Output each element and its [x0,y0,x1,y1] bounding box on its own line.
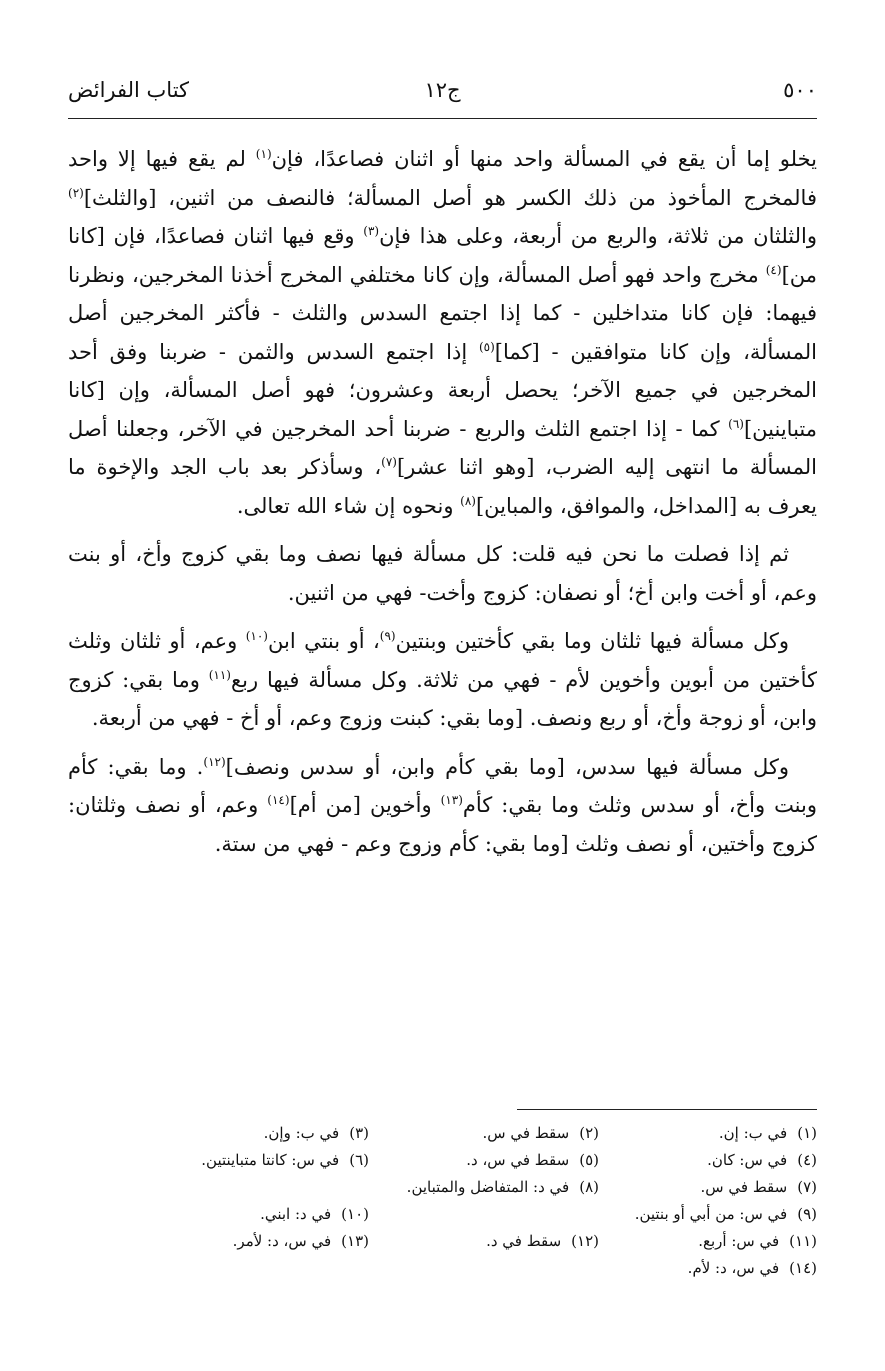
paragraph-1: يخلو إما أن يقع في المسألة واحد منها أو اثنان فصاعدًا، فإن$^{(١)}$ لم يقع فيها إلا واحد فالمخرج المأخوذ من ذلك الكسر هو أصل المسألة؛ فالنصف من اثنين، [والثلث]$^{(٢)}$ والثلثان من ثلاثة، والربع من أربعة، وعلى هذا فإن$^{(٣)}$ وقع فيها اثنان فصاعدًا، فإن [كانا من]$^{(٤)}$ مخرج واحد فهو أصل المسألة، وإن كانا مختلفي المخرج أخذنا المخرجين، ونظرنا فيهما: فإن كانا متداخلين - كما إذا اجتمع السدس والثلث - فأكثر المخرجين أصل المسألة، وإن كانا متوافقين - [كما]$^{(٥)}$ إذا اجتمع السدس والثمن - ضربنا وفق أحد المخرجين في جميع الآخر؛ يحصل أربعة وعشرون؛ فهو أصل المسألة، وإن [كانا متباينين]$^{(٦)}$ كما - إذا اجتمع الثلث والربع - ضربنا أحد المخرجين في الآخر، وجعلنا أصل المسألة ما انتهى إليه الضرب، [وهو اثنا عشر]$^{(٧)}$، وسأذكر بعد باب الجد والإخوة ما يعرف به [المداخل، والموافق، والمباين]$^{(٨)}$ ونحوه إن شاء الله تعالى. [68,147,818,518]
footnote-12: (١٢)سقط في د. [486,1232,599,1250]
footnote-1: (١)في ب: إن. [718,1124,817,1142]
footnote-ref: (٥) [478,339,495,354]
footnote-divider [517,1109,817,1110]
paragraph-2: ثم إذا فصلت ما نحن فيه قلت: كل مسألة فيها نصف وما بقي كزوج وأخ، أو بنت وعم، أو أخت وابن أخ؛ أو نصفان: كزوج وأخت- فهي من اثنين. [68,542,817,605]
footnote-ref: (١٢) [203,754,226,769]
main-text [68,140,817,873]
footnote-11: (١١)في س: أربع. [698,1232,817,1250]
footnote-2: (٢)سقط في س. [482,1124,599,1142]
footnote-row [68,1205,817,1232]
footnote-ref: (٢) [68,185,84,200]
footnote-ref: (٤) [765,262,782,277]
footnote-ref: (١٤) [267,793,290,807]
footnote-ref: (١) [255,147,272,161]
footnote-ref: (٩) [379,629,396,643]
footnote-9: (٩)في س: من أبي أو بنتين. [634,1205,817,1223]
page-number: ٥٠٠ [783,78,817,102]
header-divider [68,118,817,119]
footnote-ref: (٧) [381,455,397,469]
footnote-7: (٧)سقط في س. [700,1178,817,1196]
footnote-ref: (٦) [728,416,744,431]
footnote-3: (٣)في ب: وإن. [263,1124,369,1142]
footnote-5: (٥)سقط في س، د. [466,1151,599,1169]
footnote-ref: (١١) [208,667,231,682]
paragraph-3: وكل مسألة فيها ثلثان وما بقي كأختين وبنتين$^{(٩)}$، أو بنتي ابن$^{(١٠)}$ وعم، أو ثلثان وثلث كأختين من أبوين وأخوين لأم - فهي من ثلاثة. وكل مسألة فيها ربع$^{(١١)}$ وما بقي: كزوج وابن، أو زوجة وأخ، أو ربع ونصف. [وما بقي: كبنت وزوج وعم، أو أخ - فهي من أربعة. [68,629,817,730]
footnote-ref: (٣) [363,224,380,238]
footnote-ref: (١٠) [245,629,268,643]
footnote-13: (١٣)في س، د: لأمر. [232,1232,369,1250]
footnote-row [68,1151,817,1178]
footnotes [68,1124,817,1286]
footnote-8: (٨)في د: المتفاضل والمتباين. [406,1178,599,1196]
footnote-14: (١٤)في س، د: لأم. [687,1259,817,1277]
page-header [68,78,817,112]
footnote-row [68,1178,817,1205]
volume-number: ج١٢ [424,78,461,102]
footnote-6: (٦)في س: كانتا متباينتين. [201,1151,369,1169]
footnote-10: (١٠)في د: ابني. [260,1205,369,1223]
book-title: كتاب الفرائض [68,78,190,102]
footnote-row [68,1124,817,1151]
footnote-row [68,1259,817,1286]
footnote-ref: (٨) [460,493,476,508]
footnote-ref: (١٣) [440,793,463,807]
footnote-4: (٤)في س: كان. [707,1151,817,1169]
paragraph-4: وكل مسألة فيها سدس، [وما بقي كأم وابن، أو سدس ونصف]$^{(١٢)}$. وما بقي: كأم وبنت وأخ، أو سدس وثلث وما بقي: كأم$^{(١٣)}$ وأخوين [من أم]$^{(١٤)}$ وعم، أو نصف وثلثان: كزوج وأختين، أو نصف وثلث [وما بقي: كأم وزوج وعم - فهي من ستة. [68,754,818,856]
footnote-row [68,1232,817,1259]
